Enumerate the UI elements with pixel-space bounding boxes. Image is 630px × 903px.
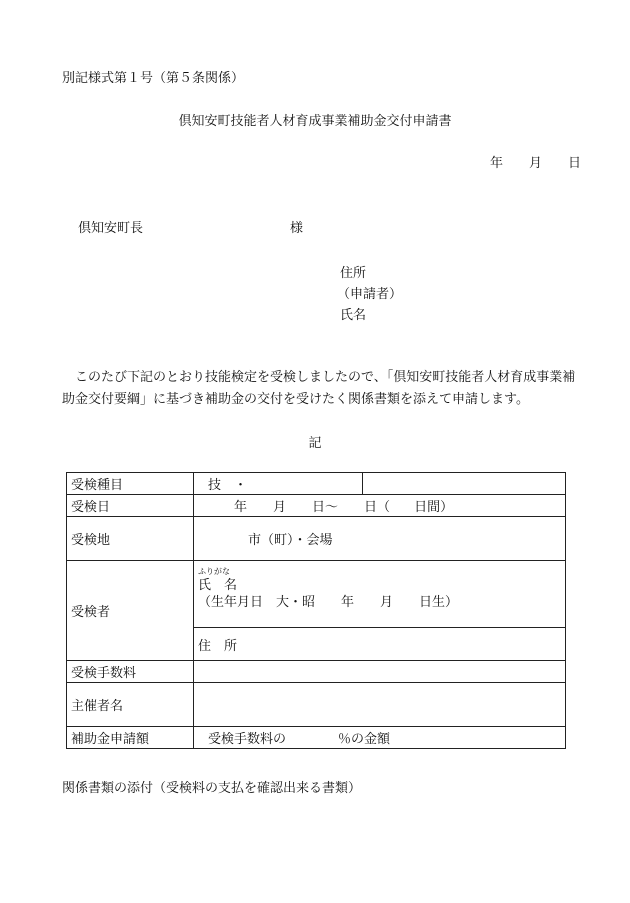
form-id: 別記様式第１号（第５条関係） (62, 71, 245, 86)
examinee-name-label: 氏 名 (198, 578, 238, 593)
fee-label: 受検手数料 (67, 661, 194, 683)
exam-date-year: 年 (234, 500, 248, 515)
attachment-note: 関係書類の添付（受検料の支払を確認出来る書類） (62, 781, 362, 796)
document-title: 倶知安町技能者人材育成事業補助金交付申請書 (178, 114, 452, 129)
table-row (67, 517, 566, 561)
table-row (67, 727, 566, 749)
birth-date: （生年月日 大・昭 年 月 日生） (198, 595, 459, 610)
exam-date-day-to: 日（ (364, 500, 391, 515)
fee-value[interactable] (194, 661, 566, 683)
table-row (67, 683, 566, 727)
exam-date-value[interactable] (194, 495, 566, 517)
organizer-value[interactable] (194, 683, 566, 727)
ki-heading: 記 (308, 436, 322, 451)
exam-date-day-from: 日～ (312, 500, 339, 515)
applicant-label: （申請者） (337, 287, 403, 302)
exam-type-value[interactable]: 技 ・ (194, 473, 363, 495)
date-day-label: 日 (568, 156, 582, 171)
exam-place-value[interactable]: 市（町）・会場 (194, 517, 566, 561)
furigana-label: ふりがな (198, 567, 230, 576)
examinee-address-label: 住 所 (198, 638, 238, 654)
examinee-name-cell[interactable] (194, 561, 566, 628)
subsidy-value[interactable]: 受検手数料の ％の金額 (194, 727, 566, 749)
applicant-name-label: 氏名 (340, 308, 367, 323)
examinee-address-cell[interactable] (194, 628, 566, 661)
exam-date-days: 日間） (414, 500, 454, 515)
application-table (66, 472, 566, 749)
applicant-address-label: 住所 (340, 266, 367, 281)
exam-date-label: 受検日 (67, 495, 194, 517)
exam-type-label: 受検種目 (67, 473, 194, 495)
subsidy-label: 補助金申請額 (67, 727, 194, 749)
application-date (490, 152, 581, 171)
date-month-label: 月 (529, 156, 543, 171)
body-paragraph: このたび下記のとおり技能検定を受検しましたので、「倶知安町技能者人材育成事業補助金交付要綱」に基づき補助金の交付を受けたく関係書類を添えて申請します。 (62, 370, 576, 407)
exam-date-month: 月 (273, 500, 287, 515)
examinee-label: 受検者 (67, 561, 194, 661)
table-row (67, 561, 566, 628)
addressee-name: 倶知安町長 (78, 221, 144, 236)
exam-type-extra[interactable] (363, 473, 566, 495)
date-year-label: 年 (490, 156, 504, 171)
organizer-label: 主催者名 (67, 683, 194, 727)
exam-place-label: 受検地 (67, 517, 194, 561)
table-row (67, 495, 566, 517)
addressee-honorific: 様 (290, 221, 304, 236)
table-row (67, 661, 566, 683)
table-row (67, 473, 566, 495)
